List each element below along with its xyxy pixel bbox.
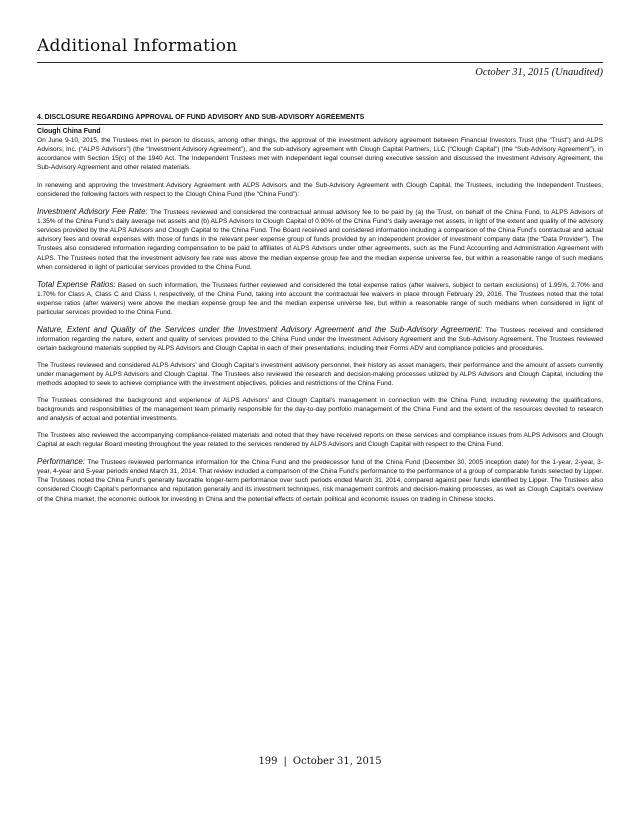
fund-heading: Clough China Fund	[37, 128, 101, 135]
footer-date: October 31, 2015	[292, 756, 382, 767]
section-heading: 4. DISCLOSURE REGARDING APPROVAL OF FUND ADVISORY AND SUB-ADVISORY AGREEMENTS	[37, 113, 603, 125]
document-body	[37, 113, 603, 512]
paragraph-compliance: The Trustees also reviewed the accompanying compliance-related materials and noted that they have received reports on these services and compliance issues from ALPS Advisors and Clough Capital at each regular Board meeting throughout the year related to the services rendered by ALPS Advisors and Clough Capital with respect to the China Fund.	[37, 432, 603, 449]
paragraph-performance: Performance: The Trustees reviewed performance information for the China Fund and the predecessor fund of the China Fund (December 30, 2005 inception date) for the 1-year, 2-year, 3-year, 4-year and 5-year periods ended March 31, 2014. That review included a comparison of the China Fund’s performance to the performance of a group of comparable funds selected by Lipper. The Trustees noted the China Fund’s generally favorable longer-term performance over such periods ended March 31, 2014, compared against peer funds identified by Lipper. The Trustees also considered Clough Capital’s performance and reputation generally and its investment techniques, risk management controls and decision-making processes, as well as Clough Capital’s overview of the China market, the economic outlook for investing in China and the potential effects of certain political and economic issues on trading in Chinese stocks.	[37, 457, 603, 503]
title-divider	[37, 62, 603, 63]
report-date: October 31, 2015 (Unaudited)	[475, 67, 603, 78]
page-footer	[0, 756, 640, 767]
paragraph-management: The Trustees considered the background and experience of ALPS Advisors’ and Clough Capital’s management in connection with the China Fund, including reviewing the qualifications, backgrounds and responsibilities of the management team primarily responsible for the day-to-day portfolio management of the China Fund and the extent of the resources devoted to research and analysis of actual and potential investments.	[37, 397, 603, 423]
page-number: 199	[258, 756, 278, 767]
lead-in-heading: Nature, Extent and Quality of the Services under the Investment Advisory Agreement and the Sub-Advisory Agreement:	[37, 324, 483, 334]
paragraph-services: Nature, Extent and Quality of the Services under the Investment Advisory Agreement and the Sub-Advisory Agreement: The Trustees received and considered information regarding the nature, extent and quality of services provided to the China Fund under the Investment Advisory Agreement and the Sub-Advisory Agreement. The Trustees reviewed certain background materials supplied by ALPS Advisors and Clough Capital in each of their presentations, including their Forms ADV and compliance policies and procedures.	[37, 324, 603, 352]
paragraph-advisory-fee: Investment Advisory Fee Rate: The Trustees reviewed and considered the contractual annual advisory fee to be paid by (a) the Trust, on behalf of the China Fund, to ALPS Advisors of 1.35% of the China Fund’s daily average net assets and (b) ALPS Advisors to Clough Capital of 0.90% of the China Fund’s daily average net assets, in light of the extent and quality of the advisory services provided by the ALPS Advisors and Clough Capital to the China Fund. The Board received and considered information including a comparison of the China Fund’s contractual and actual advisory fees and overall expenses with those of funds in the relevant peer expense group of funds provided by an independent provider of investment company data (the “Data Provider”). The Trustees also considered information regarding compensation to be paid to affiliates of ALPS Advisors under other agreements, such as the Fund Accounting and Administration Agreement with ALPS. The Trustees noted that the investment advisory fee rate was above the median expense group fee and the median expense universe fee, but within a reasonable range of such medians when considered in light of particular services provided to the China Fund.	[37, 207, 603, 271]
lead-in-heading: Performance:	[37, 457, 86, 467]
paragraph-personnel: The Trustees reviewed and considered ALPS Advisors’ and Clough Capital’s investment advisory personnel, their history as asset managers, their performance and the amount of assets currently under management by ALPS Advisors and Clough Capital. The Trustees also reviewed the research and decision-making processes utilized by ALPS Advisors and Clough Capital, including the methods adopted to seek to achieve compliance with the investment objectives, policies and restrictions of the China Fund.	[37, 361, 603, 388]
lead-in-heading: Investment Advisory Fee Rate:	[37, 207, 148, 217]
paragraph-meeting: On June 9-10, 2015, the Trustees met in person to discuss, among other things, the approval of the investment advisory agreement between Financial Investors Trust (the “Trust”) and ALPS Advisors, Inc. (“ALPS Advisors”) (the “Investment Advisory Agreement”), and the sub-advisory agreement with Clough Capital Partners, LLC (“Clough Capital”) (the “Sub-Advisory Agreement”), in accordance with Section 15(c) of the 1940 Act. The Independent Trustees met with independent legal counsel during executive session and discussed the Investment Advisory Agreement, the Sub-Advisory Agreement and other related materials.	[37, 137, 603, 172]
paragraph-expense-ratios: Total Expense Ratios: Based on such information, the Trustees further reviewed and considered the total expense ratios (after waivers, subject to certain exclusions) of 1.95%, 2.70% and 1.70% for Class A, Class C and Class I, respectively, of the China Fund, taking into account the contractual fee waivers in place through February 29, 2016. The Trustees noted that the total expense ratios (after waivers) were above the median expense group fee and the median expense universe fee, but within a reasonable range of such medians when considered in light of particular services provided to the China Fund.	[37, 279, 603, 316]
paragraph-factors-intro: In renewing and approving the Investment Advisory Agreement with ALPS Advisors and the Sub-Advisory Agreement with Clough Capital, the Trustees, including the Independent Trustees, considered the following factors with respect to the Clough China Fund (the “China Fund”):	[37, 182, 603, 199]
page-title: Additional Information	[37, 36, 238, 56]
footer-separator: |	[283, 756, 287, 767]
lead-in-heading: Total Expense Ratios:	[37, 279, 116, 289]
